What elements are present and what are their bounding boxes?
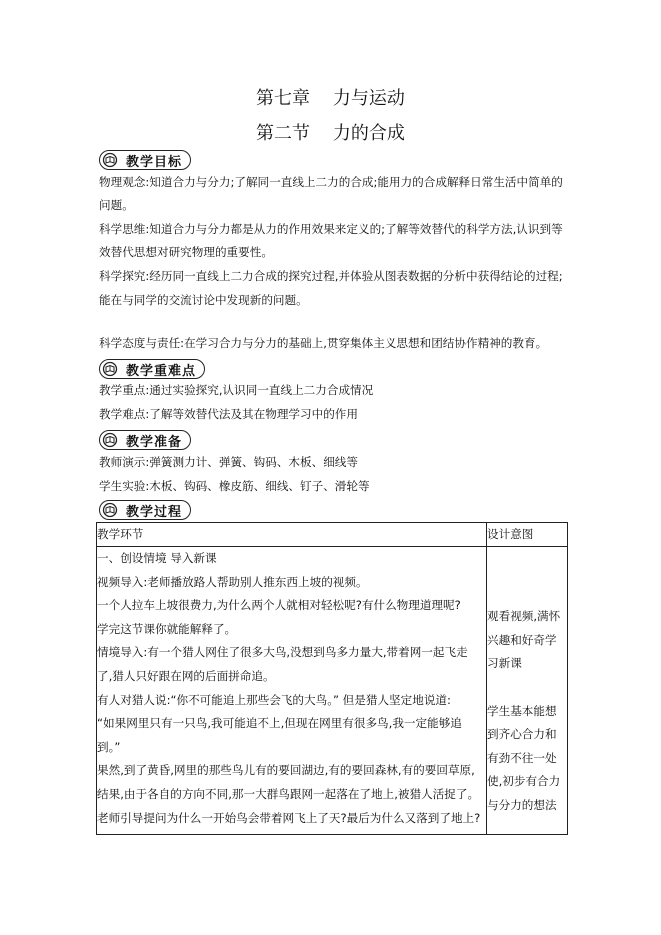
book-icon <box>102 361 118 377</box>
section-label: 教学目标 <box>126 154 183 170</box>
stage-cell <box>97 547 487 835</box>
book-icon <box>102 502 118 518</box>
goals-line: 能在与同学的交流讨论中发现新的问题。 <box>99 293 308 307</box>
section-heading-key-points <box>99 359 205 379</box>
stage-line: 一、创设情境 导入新课 <box>97 551 217 565</box>
section-heading-goals <box>99 150 191 170</box>
stage-line: 老师引导提问为什么一开始鸟会带着网飞上了天?最后为什么又落到了地上? <box>97 810 481 825</box>
section-badge <box>99 359 205 379</box>
goals-line: 物理观念:知道合力与分力;了解同一直线上二力的合成;能用力的合成解释日常生活中简单的 <box>99 175 563 189</box>
stage-line: 到。” <box>97 739 121 754</box>
section-heading-process <box>99 500 191 520</box>
goals-line: 问题。 <box>99 198 134 212</box>
section-badge <box>99 150 191 170</box>
key-point-line: 教学重点:通过实验探究,认识同一直线上二力合成情况 <box>99 383 374 397</box>
table-header-row <box>97 523 568 547</box>
preparation-line: 教师演示:弹簧测力计、弹簧、钩码、木板、细线等 <box>99 455 358 469</box>
table-row <box>97 547 568 835</box>
section-label: 教学过程 <box>126 504 183 520</box>
book-icon <box>102 432 118 448</box>
goals-line: 效替代思想对研究物理的重要性。 <box>99 245 273 259</box>
stage-line: “如果网里只有一只鸟,我可能追不上,但现在网里有很多鸟,我一定能够追 <box>97 716 462 731</box>
intent-text: 学生基本能想到齐心合力和有劲不往一处使,初步有合力与分力的想法 <box>487 703 561 812</box>
header-cell-intent: 设计意图 <box>487 523 568 547</box>
stage-line: 一个人拉车上坡很费力,为什么两个人就相对轻松呢?有什么物理道理呢? <box>97 598 461 613</box>
goals-line: 科学探究:经历同一直线上二力合成的探究过程,并体验从图表数据的分析中获得结论的过程; <box>99 269 563 283</box>
key-point-line: 教学难点:了解等效替代法及其在物理学习中的作用 <box>99 407 358 421</box>
intent-text: 观看视频,满怀兴趣和好奇学习新课 <box>487 609 561 670</box>
section-label: 教学重难点 <box>126 363 197 379</box>
stage-line: 学完这节课你就能解释了。 <box>97 621 237 636</box>
stage-line: 情境导入:有一个猎人网住了很多大鸟,没想到鸟多力量大,带着网一起飞走 <box>97 645 468 660</box>
stage-line: 视频导入:老师播放路人帮助别人推东西上坡的视频。 <box>97 574 368 589</box>
stage-line: 了,猎人只好跟在网的后面拼命追。 <box>97 668 275 683</box>
section-title: 第二节 力的合成 <box>256 123 405 144</box>
section-badge <box>99 430 191 450</box>
section-badge <box>99 500 191 520</box>
section-heading-preparation <box>99 430 191 450</box>
header-cell-stage: 教学环节 <box>97 523 487 547</box>
intent-cell <box>487 547 568 835</box>
stage-line: 有人对猎人说:“你不可能追上那些会飞的大鸟。” 但是猎人坚定地说道: <box>97 692 451 707</box>
stage-line: 结果,由于各自的方向不同,那一大群鸟跟网一起落在了地上,被猎人活捉了。 <box>97 786 480 801</box>
stage-line: 果然,到了黄昏,网里的那些鸟儿有的要回湖边,有的要回森林,有的要回草原, <box>97 763 475 778</box>
section-label: 教学准备 <box>126 434 183 450</box>
teaching-process-table <box>96 522 568 835</box>
preparation-line: 学生实验:木板、钩码、橡皮筋、细线、钉子、滑轮等 <box>99 479 370 493</box>
book-icon <box>102 152 118 168</box>
chapter-title: 第七章 力与运动 <box>256 88 405 109</box>
goals-line: 科学思维:知道合力与分力都是从力的作用效果来定义的;了解等效替代的科学方法,认识到等 <box>99 222 563 236</box>
goals-line: 科学态度与责任:在学习合力与分力的基础上,贯穿集体主义思想和团结协作精神的教育。 <box>99 336 548 350</box>
